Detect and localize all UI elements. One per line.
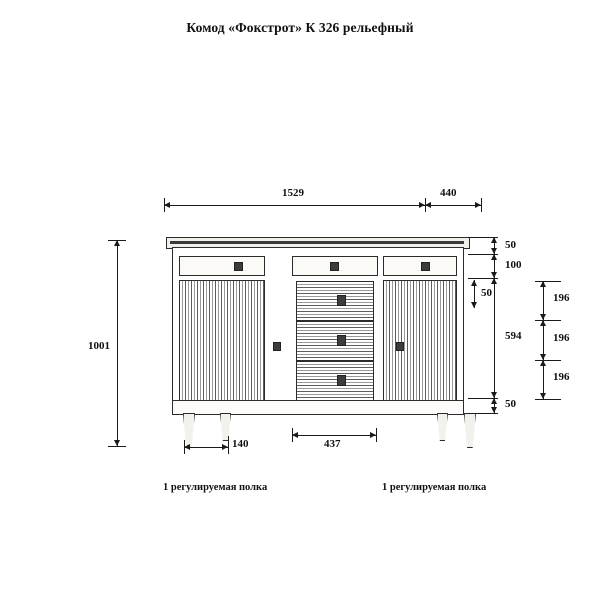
extension-line xyxy=(535,281,561,282)
dimension-label-door-height: 594 xyxy=(505,330,522,342)
center-drawer-2 xyxy=(296,321,374,361)
left-door-ribbed-panel xyxy=(179,280,265,402)
drawer-handle-icon xyxy=(421,262,430,271)
dimension-line-door-height xyxy=(494,278,495,398)
dimension-label-inner-offset: 50 xyxy=(481,287,492,299)
arrow-head-icon xyxy=(491,278,497,284)
dimension-label-drawer-front: 100 xyxy=(505,259,522,271)
arrow-head-icon xyxy=(540,393,546,399)
arrow-head-icon xyxy=(540,281,546,287)
arrow-head-icon xyxy=(491,254,497,260)
arrow-head-icon xyxy=(471,280,477,286)
dimension-label-width: 1529 xyxy=(282,187,304,199)
dimension-label-leg-span: 140 xyxy=(232,438,249,450)
dimension-tick xyxy=(108,446,126,447)
arrow-head-icon xyxy=(114,240,120,246)
dimension-tick xyxy=(164,198,165,212)
dimension-label-depth: 440 xyxy=(440,187,457,199)
note-left-shelf: 1 регулируемая полка xyxy=(163,482,268,493)
arrow-head-icon xyxy=(184,444,190,450)
arrow-head-icon xyxy=(292,432,298,438)
dimension-tick xyxy=(228,436,229,454)
dimension-line-center-section xyxy=(292,435,376,436)
center-drawer-1 xyxy=(296,281,374,321)
arrow-head-icon xyxy=(370,432,376,438)
arrow-head-icon xyxy=(425,202,431,208)
arrow-head-icon xyxy=(491,398,497,404)
extension-line xyxy=(468,413,498,414)
dimension-line-width xyxy=(164,205,425,206)
extension-line xyxy=(535,320,561,321)
dimension-label-center-section: 437 xyxy=(324,438,341,450)
drawer-handle-icon xyxy=(337,335,346,346)
dimension-line-height xyxy=(117,240,118,446)
drawer-handle-icon xyxy=(330,262,339,271)
arrow-head-icon xyxy=(222,444,228,450)
note-right-shelf: 1 регулируемая полка xyxy=(382,482,487,493)
right-drawer-front xyxy=(383,256,457,276)
drawer-handle-icon xyxy=(337,295,346,306)
extension-line xyxy=(535,399,561,400)
dimension-label-plinth: 50 xyxy=(505,398,516,410)
door-knob-icon xyxy=(273,342,281,351)
cabinet-top-edge xyxy=(170,241,464,244)
dimension-label-top-thickness: 50 xyxy=(505,239,516,251)
leg-rear-left xyxy=(220,413,231,441)
dimension-line-depth xyxy=(425,205,481,206)
extension-line xyxy=(535,360,561,361)
right-door-ribbed-panel xyxy=(383,280,457,402)
arrow-head-icon xyxy=(114,440,120,446)
door-knob-icon xyxy=(396,342,404,351)
dimension-label-drawer-196-1: 196 xyxy=(553,292,570,304)
center-drawer-3 xyxy=(296,361,374,401)
left-drawer-front xyxy=(179,256,265,276)
page-title: Комод «Фокстрот» К 326 рельефный xyxy=(186,20,414,35)
arrow-head-icon xyxy=(540,320,546,326)
dimension-label-drawer-196-2: 196 xyxy=(553,332,570,344)
leg-front-right xyxy=(464,413,476,448)
arrow-head-icon xyxy=(471,302,477,308)
drawer-handle-icon xyxy=(337,375,346,386)
dimension-label-drawer-196-3: 196 xyxy=(553,371,570,383)
arrow-head-icon xyxy=(491,237,497,243)
arrow-head-icon xyxy=(491,407,497,413)
dimension-label-height: 1001 xyxy=(88,340,110,352)
cabinet-plinth xyxy=(172,400,464,415)
drawer-handle-icon xyxy=(234,262,243,271)
dimension-tick xyxy=(481,198,482,212)
leg-rear-right xyxy=(437,413,448,441)
dimension-tick xyxy=(376,428,377,442)
arrow-head-icon xyxy=(540,360,546,366)
